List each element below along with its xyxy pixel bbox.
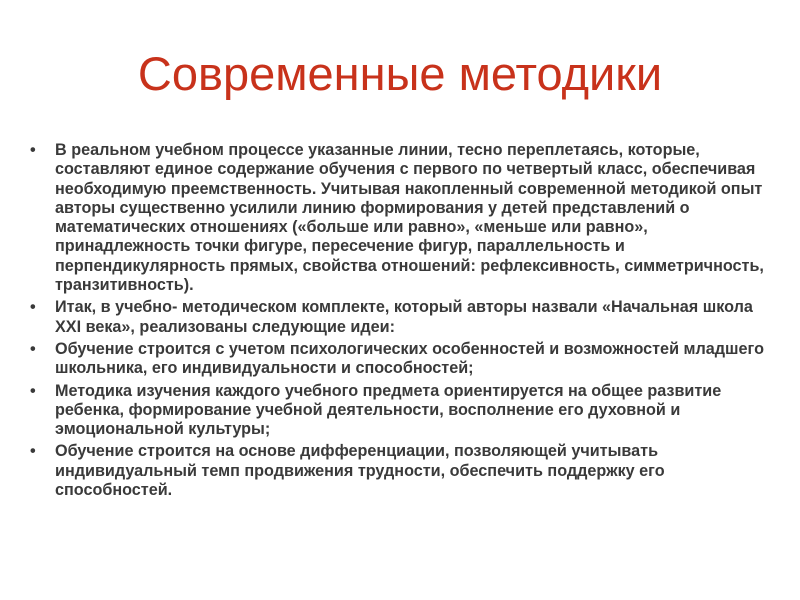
bullet-item bbox=[30, 298, 775, 337]
bullet-item bbox=[30, 382, 775, 440]
bullet-dot-icon: • bbox=[30, 298, 36, 317]
slide-title: Современные методики bbox=[137, 47, 663, 100]
bullet-dot-icon: • bbox=[30, 339, 36, 358]
bullet-dot-icon: • bbox=[30, 442, 36, 461]
bullet-item bbox=[30, 141, 775, 295]
bullet-dot-icon: • bbox=[30, 141, 36, 159]
bullet-text: Итак, в учебно- методическом комплекте, который авторы назвали «Начальная школа XXI века», реализованы следующие идеи: bbox=[55, 298, 753, 336]
bullet-text: Обучение строится с учетом психологических особенностей и возможностей младшего школьника, его индивидуальности и способностей; bbox=[55, 339, 764, 378]
bullet-text: Методика изучения каждого учебного предмета ориентируется на общее развитие ребенка, формирование учебной деятельности, восполнение его духовной и эмоциональной культуры; bbox=[55, 381, 722, 439]
bullet-dot-icon: • bbox=[30, 381, 36, 400]
bullet-text: Обучение строится на основе дифференциации, позволяющей учитывать индивидуальный темп продвижения трудности, обеспечить поддержку его способностей. bbox=[55, 442, 665, 500]
bullet-item bbox=[30, 442, 775, 500]
bullet-item bbox=[30, 340, 775, 379]
bullet-list bbox=[30, 141, 775, 503]
bullet-text: В реальном учебном процессе указанные линии, тесно переплетаясь, которые, составляют единое содержание обучения с первого по четвертый класс, обеспечивая необходимую преемственность. Учитывая накопленный современной методикой опыт авторы существенно усилили линию формирования у детей представлений о математических отношениях («больше или равно», «меньше или равно», принадлежность точки фигуре, пересечение фигур, параллельность и перпендикулярность прямых, свойства отношений: рефлексивность, симметричность, транзитивность). bbox=[55, 141, 764, 295]
